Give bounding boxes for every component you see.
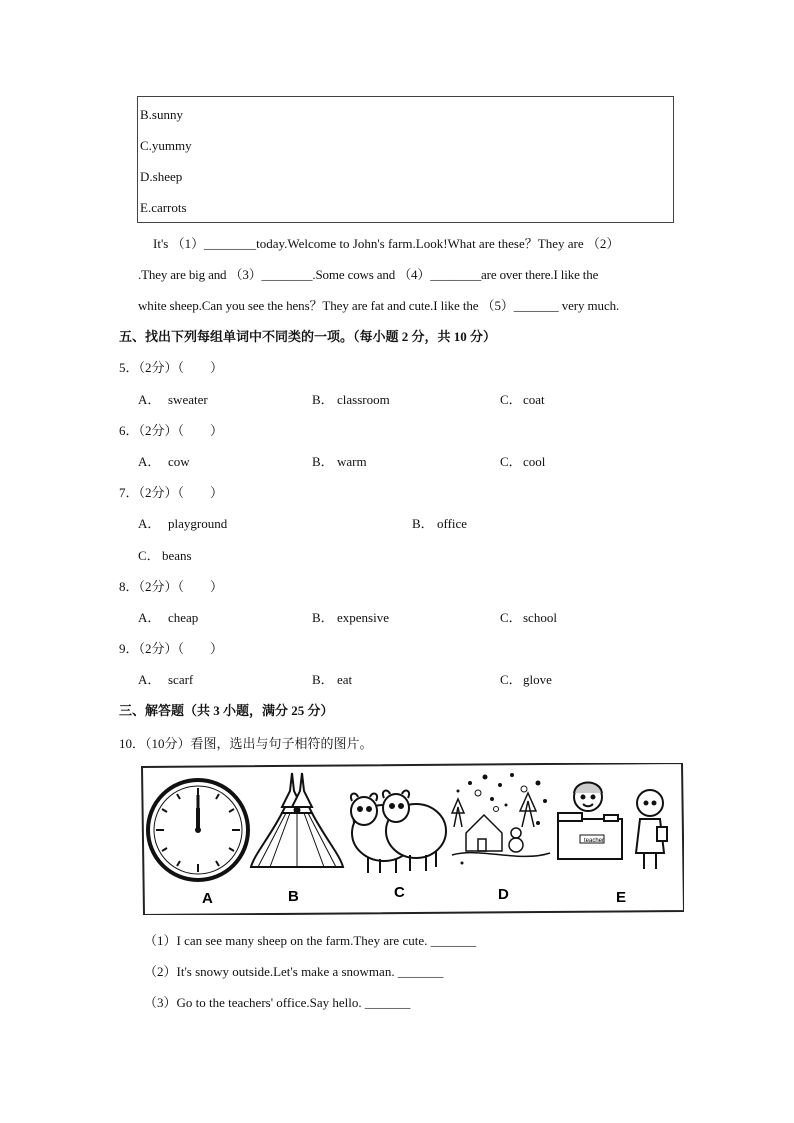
picture-label: D (498, 886, 509, 903)
option-c: C．coat (500, 392, 545, 407)
option-b: B． eat (312, 672, 353, 687)
section-heading: 五、找出下列每组单词中不同类的一项。（每小题 2 分，共 10 分） (119, 329, 497, 344)
option-b: B． office (412, 516, 468, 531)
passage-line: It's （1）________today.Welcome to John's farm.Look!What are these？They are （2） (153, 236, 620, 251)
desk-sign-label: teacher (584, 838, 605, 844)
option-c: C．glove (500, 672, 552, 687)
option-a: A． cow (138, 454, 190, 469)
passage-line: .They are big and （3）________.Some cows and （4）________are over there.I like the (138, 267, 599, 282)
picture-label: E (616, 889, 627, 906)
question-number: 7．（2分）（ ） (119, 485, 224, 500)
clock-icon (148, 780, 248, 880)
option-c: C．school (500, 610, 557, 625)
passage-line: white sheep.Can you see the hens？They are fat and cute.I like the （5）_______ very much. (138, 298, 620, 313)
option-a: A． sweater (138, 392, 208, 407)
option-a: A． cheap (138, 610, 199, 625)
picture-label: A (202, 890, 213, 907)
sentence: （1）I can see many sheep on the farm.They are cute. _______ (144, 933, 477, 948)
teachers-office-icon (558, 783, 667, 870)
sentence: （3）Go to the teachers' office.Say hello. _______ (144, 995, 411, 1010)
word-option: E.carrots (140, 200, 187, 215)
question-title: 10．（10分）看图，选出与句子相符的图片。 (119, 736, 373, 751)
section-heading: 三、解答题（共 3 小题，满分 25 分） (119, 703, 334, 718)
option-b: B． classroom (312, 392, 390, 407)
dress-icon (251, 773, 343, 867)
question-number: 9．（2分）（ ） (119, 641, 224, 656)
option-c: C． beans (138, 548, 192, 563)
word-option: B.sunny (140, 107, 183, 122)
question-number: 8．（2分）（ ） (119, 579, 224, 594)
word-option: C.yummy (140, 138, 192, 153)
option-b: B． expensive (312, 610, 389, 625)
question-number: 6．（2分）（ ） (119, 423, 224, 438)
option-a: A． playground (138, 516, 228, 531)
question-number: 5．（2分）（ ） (119, 360, 224, 375)
option-b: B． warm (312, 454, 367, 469)
picture-label: C (394, 884, 405, 901)
word-option: D.sheep (140, 169, 183, 184)
picture-label: B (288, 888, 299, 905)
sentence: （2）It's snowy outside.Let's make a snowman. _______ (144, 964, 444, 979)
option-c: C．cool (500, 454, 546, 469)
sheep-icon (351, 791, 446, 873)
picture-strip (140, 763, 684, 915)
word-options-box (137, 96, 674, 223)
snow-scene-icon (452, 773, 550, 865)
option-a: A． scarf (138, 672, 194, 687)
